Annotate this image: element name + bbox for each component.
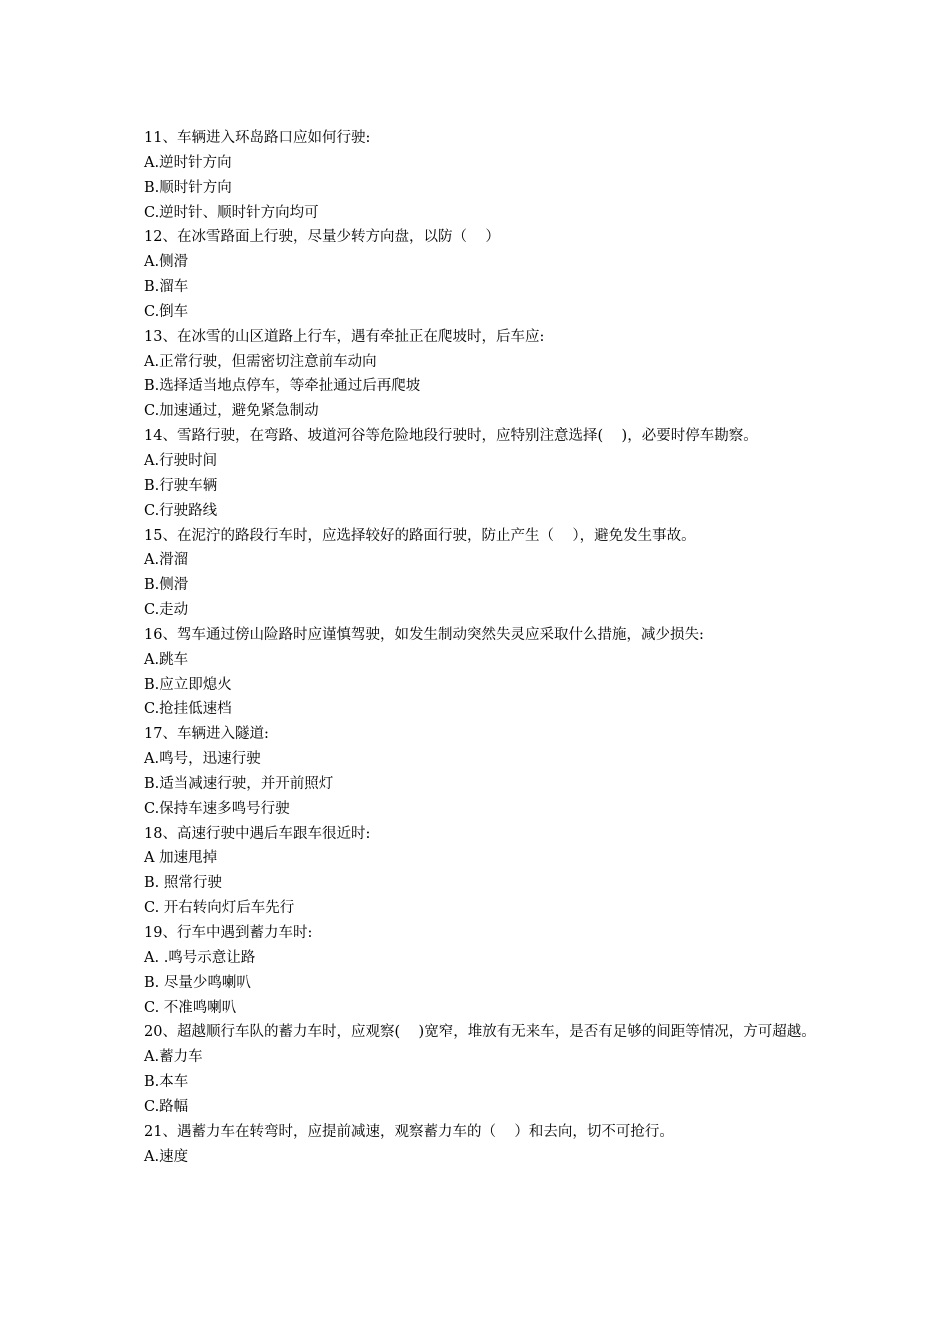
option-13-c: C.加速通过，避免紧急制动	[144, 403, 319, 420]
option-13-a: A.正常行驶，但需密切注意前车动向	[144, 353, 377, 370]
option-19-c: C. 不准鸣喇叭	[144, 999, 237, 1016]
option-11-c: C.逆时针、顺时针方向均可	[144, 204, 319, 221]
question-15: 15、在泥泞的路段行车时，应选择较好的路面行驶，防止产生（ ），避免发生事故。	[144, 527, 696, 544]
option-16-a: A.跳车	[144, 651, 189, 668]
option-20-a: A.蓄力车	[144, 1049, 203, 1066]
option-18-b: B. 照常行驶	[144, 875, 222, 892]
option-12-a: A.侧滑	[144, 254, 189, 271]
question-20: 20、超越顺行车队的蓄力车时，应观察( )宽窄，堆放有无来车，是否有足够的间距等情况，方可超越。	[144, 1024, 816, 1041]
document-body	[144, 126, 819, 1169]
option-18-a: A 加速甩掉	[144, 850, 218, 867]
question-18: 18、高速行驶中遇后车跟车很近时:	[144, 825, 371, 842]
question-11: 11、车辆进入环岛路口应如何行驶:	[144, 130, 371, 146]
option-12-c: C.倒车	[144, 303, 189, 320]
option-18-c: C. 开右转向灯后车先行	[144, 900, 295, 917]
option-16-b: B.应立即熄火	[144, 676, 232, 693]
option-15-b: B.侧滑	[144, 577, 189, 594]
option-15-c: C.走动	[144, 602, 189, 619]
question-19: 19、行车中遇到蓄力车时:	[144, 925, 313, 941]
option-15-a: A.滑溜	[144, 552, 189, 569]
option-14-a: A.行驶时间	[144, 452, 218, 469]
option-20-c: C.路幅	[144, 1098, 189, 1115]
question-17: 17、车辆进入隧道:	[144, 726, 269, 743]
option-16-c: C.抢挂低速档	[144, 701, 232, 718]
option-21-a: A.速度	[144, 1148, 189, 1165]
option-11-b: B.顺时针方向	[144, 179, 232, 196]
option-14-b: B.行驶车辆	[144, 477, 218, 494]
option-20-b: B.本车	[144, 1074, 189, 1091]
option-19-a: A. .鸣号示意让路	[144, 949, 256, 966]
option-17-b: B.适当减速行驶，并开前照灯	[144, 775, 334, 792]
question-21: 21、遇蓄力车在转弯时，应提前减速，观察蓄力车的（ ）和去向，切不可抢行。	[144, 1123, 674, 1140]
option-19-b: B. 尽量少鸣喇叭	[144, 974, 251, 991]
option-17-c: C.保持车速多鸣号行驶	[144, 800, 290, 817]
question-14: 14、雪路行驶，在弯路、坡道河谷等危险地段行驶时，应特别注意选择( )，必要时停车勘察。	[144, 428, 758, 445]
option-11-a: A.逆时针方向	[144, 154, 232, 171]
option-17-a: A.鸣号，迅速行驶	[144, 751, 261, 768]
question-12: 12、在冰雪路面上行驶，尽量少转方向盘，以防（ ）	[144, 229, 500, 246]
option-13-b: B.选择适当地点停车，等牵扯通过后再爬坡	[144, 378, 421, 395]
option-12-b: B.溜车	[144, 279, 189, 296]
question-13: 13、在冰雪的山区道路上行车，遇有牵扯正在爬坡时，后车应:	[144, 328, 545, 345]
question-16: 16、驾车通过傍山险路时应谨慎驾驶，如发生制动突然失灵应采取什么措施，减少损失:	[144, 626, 704, 643]
option-14-c: C.行驶路线	[144, 502, 218, 519]
